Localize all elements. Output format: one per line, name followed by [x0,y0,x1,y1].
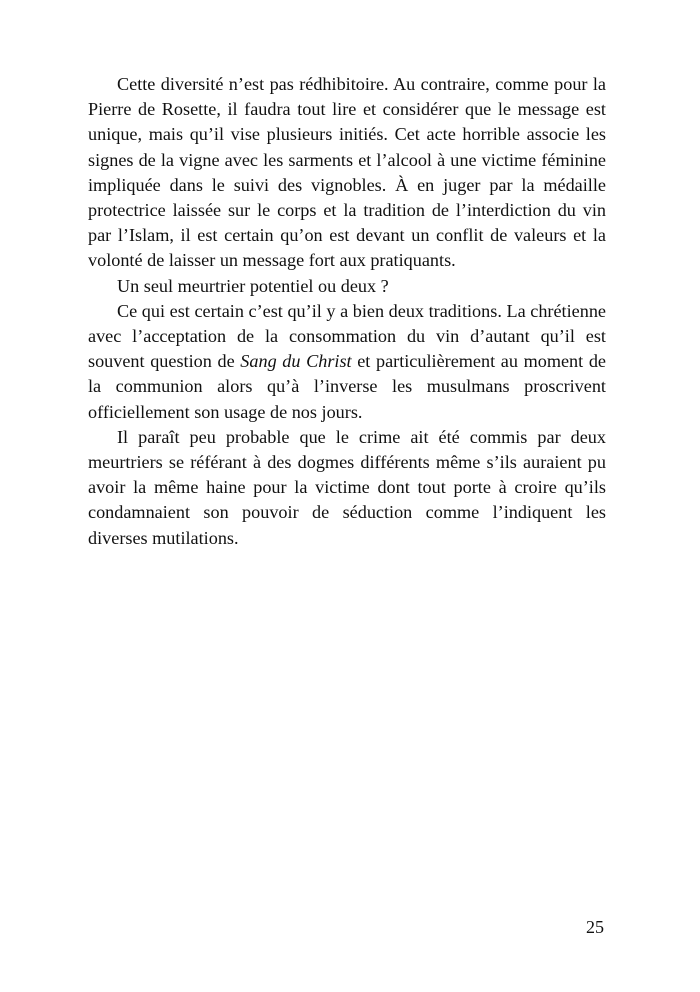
paragraph-question: Un seul meurtrier potentiel ou deux ? [117,275,389,296]
paragraph-traditions-start: Ce qui est certain c’est qu’il y a bien deux traditions. La chrétienne avec l’acceptation de la consommation du vin d’autant qu’il est souvent question de [88,300,606,372]
paragraph-traditions-end: et particulièrement au moment de la communion alors qu’à l’inverse les musulmans proscrivent officiellement son usage de nos jours. [88,351,606,422]
italic-phrase: Sang du Christ [240,351,352,372]
body-text [88,72,606,551]
paragraph-conclusion: Il paraît peu probable que le crime ait été commis par deux meurtriers se référant à des dogmes différents même s’ils auraient pu avoir la même haine pour la victime dont tout porte à croire qu’ils condamnaient son pouvoir de séduction comme l’indiquent les diverses mutilations. [88,426,606,548]
page-number: 25 [586,917,604,937]
paragraph-traditions [88,299,606,425]
paragraph-diversity: Cette diversité n’est pas rédhibitoire. Au contraire, comme pour la Pierre de Rosette, il faudra tout lire et considérer que le message est unique, mais qu’il vise plusieurs initiés. Cet acte horrible associe les signes de la vigne avec les sarments et l’alcool à une victime féminine impliquée dans le suivi des vignobles. À en juger par la médaille protectrice laissée sur le corps et la tradition de l’interdiction du vin par l’Islam, il est certain qu’on est devant un conflit de valeurs et la volonté de laisser un message fort aux pratiquants. [88,74,606,271]
